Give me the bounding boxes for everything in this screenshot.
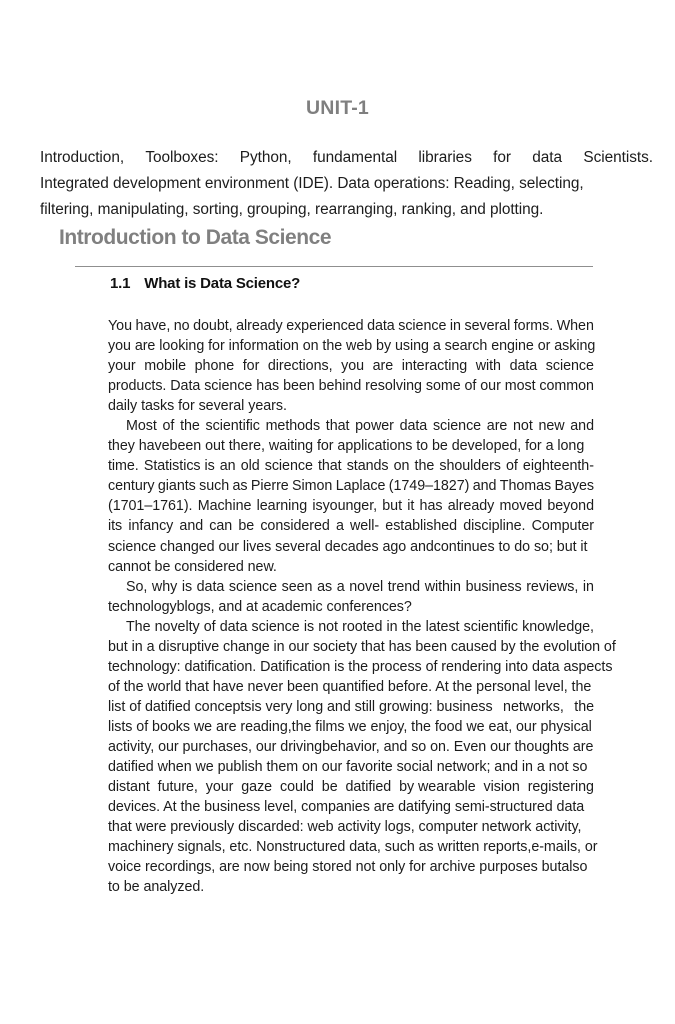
text-token: Introduction,	[40, 149, 125, 166]
text-token: (1701–1761).	[108, 498, 193, 515]
text-line: devices. At the business level, companies are datifying semi-structured data	[108, 799, 585, 816]
text-token: registering	[527, 779, 594, 796]
text-token: infancy	[128, 518, 174, 535]
text-token: Statistics is	[143, 458, 215, 475]
text-token: networks,	[503, 698, 564, 715]
text-token: Pierre	[250, 478, 289, 495]
text-token: within	[424, 578, 461, 595]
text-token: science	[264, 458, 313, 475]
text-token: (1749–1827)	[388, 478, 470, 495]
text-line	[108, 617, 594, 637]
text-line: you are looking for information on the web by using a search engine or asking	[108, 338, 596, 355]
text-token: doubt,	[193, 318, 233, 334]
unit-title: UNIT-1	[306, 97, 369, 119]
text-token: of	[162, 418, 175, 435]
text-token: Laplace	[335, 478, 386, 495]
text-token: Thomas	[499, 478, 552, 495]
text-token: When	[556, 318, 594, 334]
text-token: be	[238, 518, 255, 535]
text-token: and	[179, 518, 204, 535]
text-line: science changed our lives several decades ago andcontinues to do so; but it	[108, 538, 588, 555]
text-token: latest	[425, 618, 460, 635]
text-token: have,	[135, 318, 171, 334]
text-token: as	[232, 478, 248, 495]
text-token: data	[367, 318, 395, 334]
text-token: the	[180, 418, 200, 435]
text-token: data	[399, 418, 428, 435]
text-token: fundamental	[312, 149, 398, 166]
text-token: shoulders	[439, 458, 501, 475]
text-token: are	[372, 358, 394, 375]
text-token: several	[464, 318, 511, 334]
text-token: your	[108, 358, 136, 375]
text-token: old	[240, 458, 260, 475]
text-line: but in a disruptive change in our society that has been caused by the evolution of	[108, 638, 616, 655]
section-heading	[110, 275, 300, 292]
text-token: is	[181, 578, 193, 595]
text-line: daily tasks for several years.	[108, 398, 287, 415]
text-token: Toolboxes:	[145, 149, 219, 166]
text-token: in	[386, 618, 398, 635]
text-token: the	[574, 698, 594, 715]
text-line	[108, 697, 594, 717]
text-line	[40, 145, 653, 171]
text-token: trend	[387, 578, 421, 595]
text-token: Scientists.	[583, 149, 653, 166]
text-token: Bayes	[554, 478, 594, 495]
text-line	[108, 777, 594, 797]
text-token: could	[279, 779, 314, 796]
text-token: with	[475, 358, 501, 375]
text-token: time.	[108, 458, 139, 475]
text-token: power	[355, 418, 394, 435]
text-token: science	[545, 358, 594, 375]
text-line: of the world that have never been quantified before. At the personal level, the	[108, 678, 592, 695]
text-token: science	[228, 578, 278, 595]
text-line	[108, 356, 594, 376]
text-token: science	[398, 318, 447, 334]
text-line: datified when we publish them on our favorite social network; and in a not so	[108, 759, 588, 776]
paragraph	[108, 316, 594, 416]
text-token: learning	[256, 498, 308, 515]
text-token: can	[209, 518, 233, 535]
paragraph	[108, 577, 594, 617]
text-token: as	[317, 578, 333, 595]
text-line	[108, 496, 594, 516]
text-token: in	[449, 318, 461, 334]
text-token: novelty	[154, 618, 200, 635]
text-token: not	[318, 618, 338, 635]
text-token: interacting	[401, 358, 468, 375]
text-token: the	[414, 458, 435, 475]
text-token: established	[385, 518, 458, 535]
text-token: has	[419, 498, 443, 515]
text-token: science	[251, 618, 300, 635]
text-token: new	[538, 418, 565, 435]
text-token: of	[203, 618, 216, 635]
text-token: already	[236, 318, 283, 334]
text-token: rooted	[342, 618, 383, 635]
paragraph	[108, 617, 616, 898]
text-token: and	[570, 418, 594, 435]
text-line: machinery signals, etc. Nonstructured data, such as written reports,e-mails, or	[108, 839, 598, 856]
text-line: they havebeen out there, waiting for applications to be developed, for a long	[108, 438, 585, 455]
text-token: are	[486, 418, 508, 435]
text-line	[108, 577, 594, 597]
text-token: not	[513, 418, 533, 435]
text-token: list of datified conceptsis very long and still growing: business	[108, 698, 493, 715]
text-token: data	[196, 578, 225, 595]
text-line: to be analyzed.	[108, 879, 205, 896]
text-line: voice recordings, are now being stored not only for archive purposes butalso	[108, 859, 588, 876]
text-token: Computer	[531, 518, 594, 535]
text-line	[108, 416, 594, 436]
syllabus-block	[40, 145, 653, 223]
text-token: a	[335, 518, 344, 535]
text-token: moved	[499, 498, 543, 515]
text-token: and	[472, 478, 497, 495]
body-text	[108, 316, 616, 897]
text-token: you	[341, 358, 365, 375]
text-line	[108, 456, 594, 476]
text-token: scientific	[463, 618, 518, 635]
text-token: knowledge,	[522, 618, 594, 635]
text-token: data	[219, 618, 248, 635]
text-line: cannot be considered new.	[108, 558, 277, 575]
text-token: century	[108, 478, 155, 495]
text-token: data	[509, 358, 538, 375]
chapter-heading: Introduction to Data Science	[59, 226, 332, 249]
section-title: What is Data Science?	[144, 275, 301, 292]
text-token: an	[219, 458, 236, 475]
text-token: beyond	[547, 498, 594, 515]
text-token: for	[242, 358, 260, 375]
text-token: such	[199, 478, 230, 495]
section-number: 1.1	[110, 275, 131, 292]
text-token: science	[432, 418, 482, 435]
text-token: vision	[483, 779, 520, 796]
text-token: Most	[126, 418, 157, 435]
text-token: data	[532, 149, 563, 166]
text-token: The	[126, 618, 151, 635]
text-token: your	[205, 779, 234, 796]
text-token: well-	[350, 518, 380, 535]
text-token: future,	[157, 779, 198, 796]
text-token: isyounger,	[312, 498, 378, 515]
text-token: datified	[345, 779, 392, 796]
text-token: but	[382, 498, 403, 515]
text-line: products. Data science has been behind resolving some of our most common	[108, 378, 594, 395]
text-token: stands	[346, 458, 389, 475]
text-line: filtering, manipulating, sorting, grouping, rearranging, ranking, and plotting.	[40, 201, 544, 218]
text-token: novel	[349, 578, 384, 595]
text-token: libraries	[418, 149, 472, 166]
text-token: Simon	[292, 478, 333, 495]
text-token: by wearable	[399, 779, 476, 796]
text-token: business	[465, 578, 522, 595]
text-token: no	[173, 318, 190, 334]
text-token: scientific	[205, 418, 260, 435]
text-token: why	[151, 578, 178, 595]
text-token: You	[108, 318, 132, 334]
text-token: reviews,	[526, 578, 579, 595]
text-token: on	[393, 458, 410, 475]
text-line: Integrated development environment (IDE). Data operations: Reading, selecting,	[40, 175, 584, 192]
text-line: technology: datification. Datification is the process of rendering into data aspects	[108, 658, 613, 675]
text-token: be	[321, 779, 338, 796]
text-token: that	[325, 418, 350, 435]
text-line	[108, 476, 594, 496]
text-line: that were previously discarded: web activity logs, computer network activity,	[108, 819, 582, 836]
text-line: lists of books we are reading,the films we enjoy, the food we eat, our physical	[108, 718, 592, 735]
text-token: a	[336, 578, 345, 595]
text-token: discipline.	[463, 518, 526, 535]
text-token: seen	[281, 578, 313, 595]
text-token: So,	[126, 578, 148, 595]
text-token: its	[108, 518, 123, 535]
text-token: forms.	[513, 318, 554, 334]
text-token: the	[401, 618, 422, 635]
text-token: distant	[108, 779, 150, 796]
text-token: directions,	[267, 358, 333, 375]
text-token: mobile	[144, 358, 187, 375]
text-token: giants	[157, 478, 196, 495]
text-token: of	[506, 458, 518, 475]
paragraph	[108, 416, 594, 576]
text-line: technologyblogs, and at academic conferences?	[108, 598, 412, 615]
text-token: that	[317, 458, 342, 475]
text-token: phone	[194, 358, 235, 375]
text-token: Python,	[239, 149, 292, 166]
text-token: gaze	[241, 779, 273, 796]
text-token: in	[582, 578, 594, 595]
text-token: Machine	[197, 498, 252, 515]
text-token: eighteenth-	[522, 458, 594, 475]
heading-divider	[75, 266, 593, 267]
text-token: for	[493, 149, 511, 166]
text-token: is	[303, 618, 315, 635]
text-line	[108, 516, 594, 536]
text-token: already	[447, 498, 495, 515]
text-line: activity, our purchases, our drivingbehavior, and so on. Even our thoughts are	[108, 738, 594, 755]
text-token: methods	[265, 418, 321, 435]
text-token: experienced	[286, 318, 364, 334]
text-token: it	[407, 498, 415, 515]
text-token: considered	[260, 518, 330, 535]
text-line	[108, 316, 594, 336]
